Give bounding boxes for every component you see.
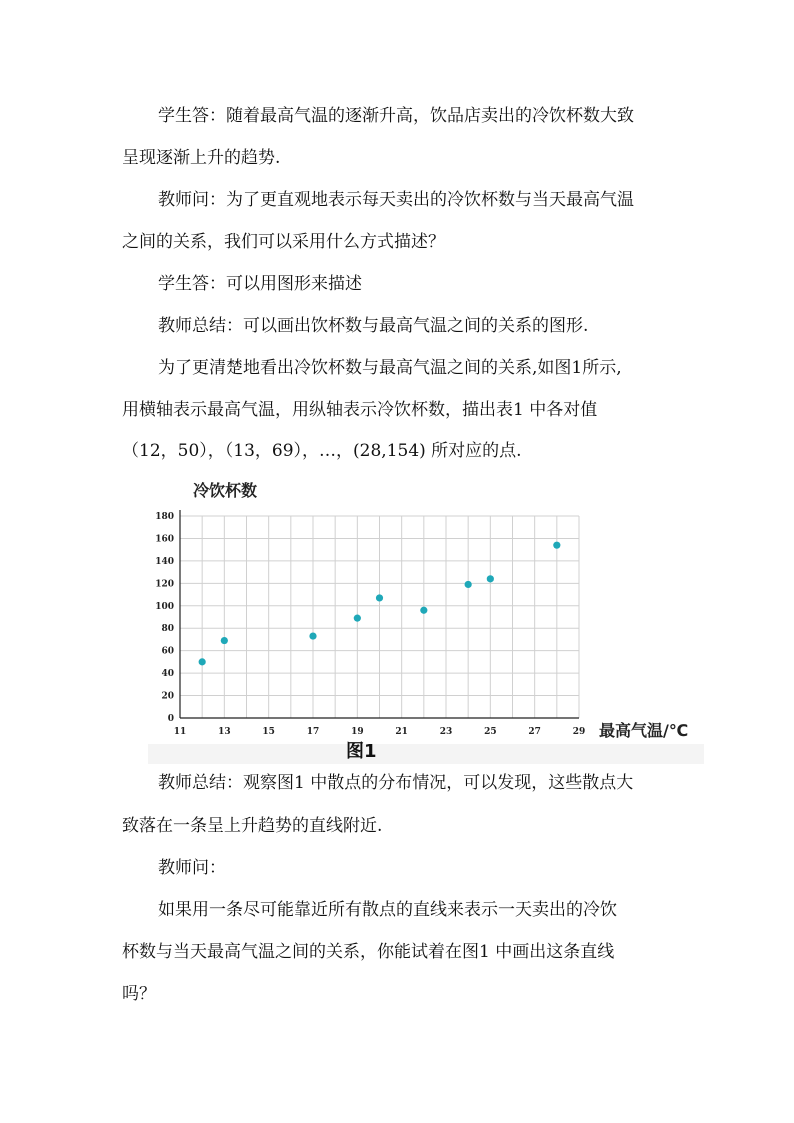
y-tick-label: 20 — [161, 691, 174, 702]
y-tick-label: 80 — [161, 624, 174, 635]
y-tick-label: 180 — [155, 512, 174, 522]
y-tick-label: 140 — [155, 556, 174, 567]
data-point — [553, 542, 560, 549]
data-point — [354, 615, 361, 622]
paragraph: 学生答：可以用图形来描述 — [158, 274, 362, 294]
paragraph: （12，50），（13，69），…，(28,154) 所对应的点. — [122, 441, 522, 461]
x-tick-label: 13 — [218, 727, 231, 737]
y-tick-label: 60 — [161, 646, 174, 657]
chart-canvas — [146, 476, 706, 766]
paragraph: 教师总结：可以画出饮杯数与最高气温之间的关系的图形. — [158, 316, 589, 336]
y-tick-label: 40 — [161, 669, 174, 680]
y-tick-label: 120 — [155, 579, 174, 590]
paragraph: 吗？ — [122, 984, 156, 1004]
paragraph: 呈现逐渐上升的趋势. — [122, 148, 281, 168]
paragraph: 为了更清楚地看出冷饮杯数与最高气温之间的关系,如图1所示, — [158, 358, 622, 378]
x-tick-label: 15 — [262, 727, 275, 737]
scatter-chart — [146, 476, 706, 766]
data-point — [309, 632, 316, 639]
y-axis-label: 冷饮杯数 — [193, 481, 258, 500]
data-point — [376, 594, 383, 601]
y-tick-label: 0 — [167, 714, 174, 724]
x-tick-label: 29 — [572, 727, 586, 737]
y-tick-label: 160 — [155, 534, 174, 545]
chart-grid — [180, 510, 579, 718]
chart-ticks — [155, 512, 585, 737]
caption-band — [148, 744, 704, 764]
paragraph: 教师问： — [158, 858, 226, 878]
paragraph: 教师总结：观察图1 中散点的分布情况，可以发现，这些散点大 — [158, 773, 634, 793]
x-tick-label: 17 — [306, 727, 320, 737]
data-point — [420, 607, 427, 614]
paragraph: 如果用一条尽可能靠近所有散点的直线来表示一天卖出的冷饮 — [158, 900, 617, 920]
x-tick-label: 19 — [351, 727, 364, 737]
paragraph: 致落在一条呈上升趋势的直线附近. — [122, 816, 383, 836]
data-point — [487, 575, 494, 582]
paragraph: 用横轴表示最高气温，用纵轴表示冷饮杯数，描出表1 中各对值 — [122, 400, 598, 420]
x-tick-label: 27 — [528, 727, 541, 737]
data-point — [199, 658, 206, 665]
x-tick-label: 23 — [439, 727, 453, 737]
x-tick-label: 25 — [484, 727, 497, 737]
paragraph: 学生答：随着最高气温的逐渐升高，饮品店卖出的冷饮杯数大致 — [158, 106, 634, 126]
paragraph: 杯数与当天最高气温之间的关系，你能试着在图1 中画出这条直线 — [122, 942, 615, 962]
paragraph: 之间的关系，我们可以采用什么方式描述？ — [122, 232, 445, 252]
figure-caption: 图1 — [346, 741, 377, 762]
data-point — [221, 637, 228, 644]
x-tick-label: 11 — [173, 727, 187, 737]
x-tick-label: 21 — [395, 727, 408, 737]
data-point — [465, 581, 472, 588]
paragraph: 教师问：为了更直观地表示每天卖出的冷饮杯数与当天最高气温 — [158, 190, 634, 210]
x-axis-label: 最高气温/℃ — [599, 721, 689, 740]
y-tick-label: 100 — [155, 601, 174, 612]
